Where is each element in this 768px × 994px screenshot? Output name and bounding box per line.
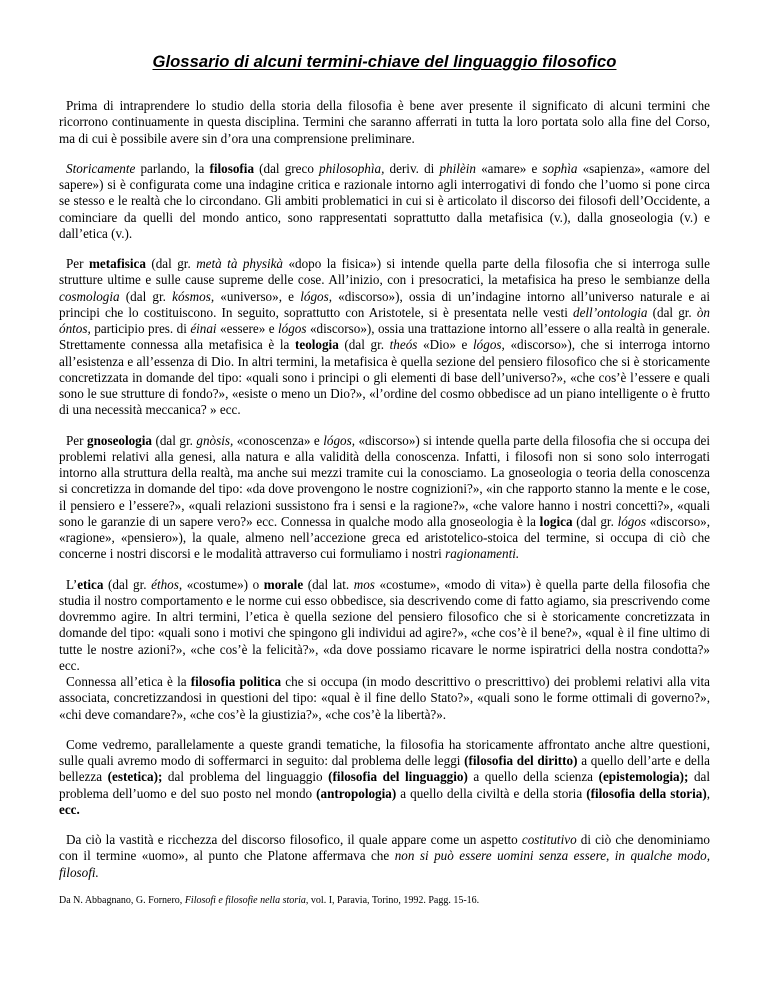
italic-term: lógos [617,513,647,529]
italic-term: cosmologia [59,288,120,304]
italic-term: Storicamente [66,160,136,176]
bold-term: (estetica); [107,769,163,785]
paragraph-filosofia-politica: Connessa all’etica è la filosofia politica che si occupa (in modo descrittivo o prescrittivo) dei problemi relativi alla vita associata, concretizzandosi in questioni del tipo: «qual è il fine dello Stato?», «quali sono le forme ottimali di governo?», «chi deve comandare?», «che cos’è la giustizia?», «che cos’è la libertà?». [59,674,710,722]
italic-term: éinai [190,321,217,336]
italic-term: costitutivo [521,832,577,847]
italic-term: non si può essere uomini senza essere, in qualche modo, filosofi. [59,848,711,880]
italic-term: philosophìa, [319,160,385,176]
paragraph-altre-questioni: Come vedremo, parallelamente a queste grandi tematiche, la filosofia ha storicamente affrontato anche altre questioni, sulle quali avremo modo di soffermarci in seguito: dal problema delle leggi (filosofia del diritto) a quello dell’arte e della bellezza (estetica); dal problema del linguaggio (filosofia del linguaggio) a quello della scienza (epistemologia); dal problema dell’uomo e del suo posto nel mondo (antropologia) a quello della civiltà e della storia (filosofia della storia), ecc. [59,736,711,817]
italic-term: lógos, [323,432,355,448]
paragraph-metafisica: Per metafisica (dal gr. metà tà physikà «dopo la fisica») si intende quella parte della filosofia che si interroga sulle strutture ultime e sulle cause supreme delle cose. All’inizio, con i presocratici, la metafisica ha preso le sembianze della cosmologia (dal gr. kósmos, «universo», e lógos, «discorso»), ossia di un’indagine intorno all’universo naturale e ai principi che lo costituiscono. In seguito, soprattutto con Aristotele, si è presentata nelle vesti dell’ontologia (dal gr. òn óntos, participio pres. di éinai «essere» e lógos «discorso»), ossia una trattazione intorno all’essere o alla realtà in generale. Strettamente connessa alla metafisica è la teologia (dal gr. theós «Dio» e lógos, «discorso»), che si interroga intorno all’esistenza e all’essenza di Dio. In altri termini, la metafisica è quella sezione del pensiero filosofico che si è storicamente concretizzata in domande del tipo: «quali sono i principi o gli elementi di base dell’universo?», «che cos’è l’essere e quali sono le sue strutture di fondo?», «esiste o meno un Dio?», «l’ordine del cosmo obbedisce ad un piano intelligente o è frutto di una necessità meccanica? » ecc. [59,256,710,418]
bold-term: (filosofia del linguaggio) [328,769,468,785]
paragraph-filosofia: Storicamente parlando, la filosofia (dal greco philosophìa, deriv. di philèin «amare» e sophìa «sapienza», «amore del sapere») si è configurata come una indagine critica e razionale intorno agli interrogativi di fondo che l’uomo si pone circa se stesso e le realtà che lo circondano. Gli ambiti problematici in cui si è articolato il discorso dei filosofi dell’Occidente, a cominciare da quelli del mondo antico, sono rappresentati soprattutto dalla metafisica (v.), dalla gnoseologia (v.) e dall’etica (v.). [59,160,710,241]
italic-term: kósmos, [172,288,215,304]
italic-term: ragionamenti. [445,546,520,562]
bold-term: (antropologia) [316,785,397,801]
italic-term: Filosofi e filosofie nella storia [184,894,306,906]
bold-term: gnoseologia [87,432,152,448]
bold-term: metafisica [88,256,146,271]
italic-term: philèin [439,160,476,176]
italic-term: dell’ontologia [573,304,648,320]
italic-term: lógos [278,321,307,336]
paragraph-intro: Prima di intraprendere lo studio della storia della filosofia è bene aver presente il significato di alcuni termini che ricorrono continuamente in questa disciplina. Termini che saranno afferrati in tutta la loro portata solo alla fine del Corso, ma di cui è possibile avere sin d’ora una comprensione preliminare. [59,98,710,146]
bold-term: ecc. [59,801,80,817]
bold-term: (filosofia del diritto) [464,753,578,768]
italic-term: gnòsis, [196,432,234,448]
italic-term: lógos, [473,337,505,353]
italic-term: theós [389,337,418,353]
bold-term: (epistemologia); [598,769,689,785]
bold-term: filosofia [209,160,255,176]
bold-term: (filosofia della storia) [586,785,707,801]
paragraph-gnoseologia: Per gnoseologia (dal gr. gnòsis, «conoscenza» e lógos, «discorso») si intende quella parte della filosofia che si occupa dei problemi relativi alla genesi, alla natura e alla validità della conoscenza. Infatti, i filosofi non si sono solo interrogati intorno alla struttura della realtà, ma anche sui mezzi tramite cui la conosciamo. La gnoseologia o teoria della conoscenza si concretizza in domande del tipo: «da dove provengono le nostre cognizioni?», «in che rapporto stanno la mente e le cose, il pensiero e l’essere?», «quali relazioni sussistono fra i sensi e la ragione?», «che valore hanno i nostri concetti?», «quali sono le garanzie di un sapere vero?» ecc. Connessa in qualche modo alla gnoseologia è la logica (dal gr. lógos «discorso», «ragione», «pensiero»), la quale, almeno nell’accezione greca ed aristotelico-stoica del termine, si occupa di ciò che concerne i nostri discorsi e le modalità attraverso cui formuliamo i nostri ragionamenti. [59,432,711,562]
page-title: Glossario di alcuni termini-chiave del linguaggio filosofico [152,52,617,71]
paragraph-etica: L’etica (dal gr. éthos, «costume») o morale (dal lat. mos «costume», «modo di vita») è quella parte della filosofia che studia il nostro comportamento e le norme cui esso obbedisce, sia descrivendo come di fatto agiamo, sia prescrivendo come dovremmo agire. In altri termini, l’etica è quella sezione del pensiero filosofico che si è storicamente concretizzata in domande del tipo: «quali sono i motivi che spingono gli individui ad agire?», «che cos’è il bene?», «qual è il fine ultimo di tutte le nostre azioni?», «che cos’è la felicità?», «da dove possiamo ricavare le norme ispiratrici della nostra condotta?» ecc. [59,576,710,673]
italic-term: éthos, [151,576,183,592]
italic-term: òn óntos, [59,304,710,336]
bold-term: filosofia politica [190,674,282,689]
source-citation: Da N. Abbagnano, G. Fornero, Filosofi e filosofie nella storia, vol. I, Paravia, Torino, 1992. Pagg. 15-16. [59,894,480,906]
italic-term: mos [353,576,375,592]
bold-term: morale [263,576,304,592]
italic-term: sophìa [542,160,578,176]
paragraph-conclusione: Da ciò la vastità e ricchezza del discorso filosofico, il quale appare come un aspetto costitutivo di ciò che denominiamo con il termine «uomo», al punto che Platone affermava che non si può essere uomini senza essere, in qualche modo, filosofi. [59,832,711,880]
bold-term: teologia [294,337,339,353]
bold-term: etica [77,576,104,592]
italic-term: metà tà physikà [196,256,283,271]
bold-term: logica [539,513,573,529]
italic-term: lógos [300,288,329,304]
